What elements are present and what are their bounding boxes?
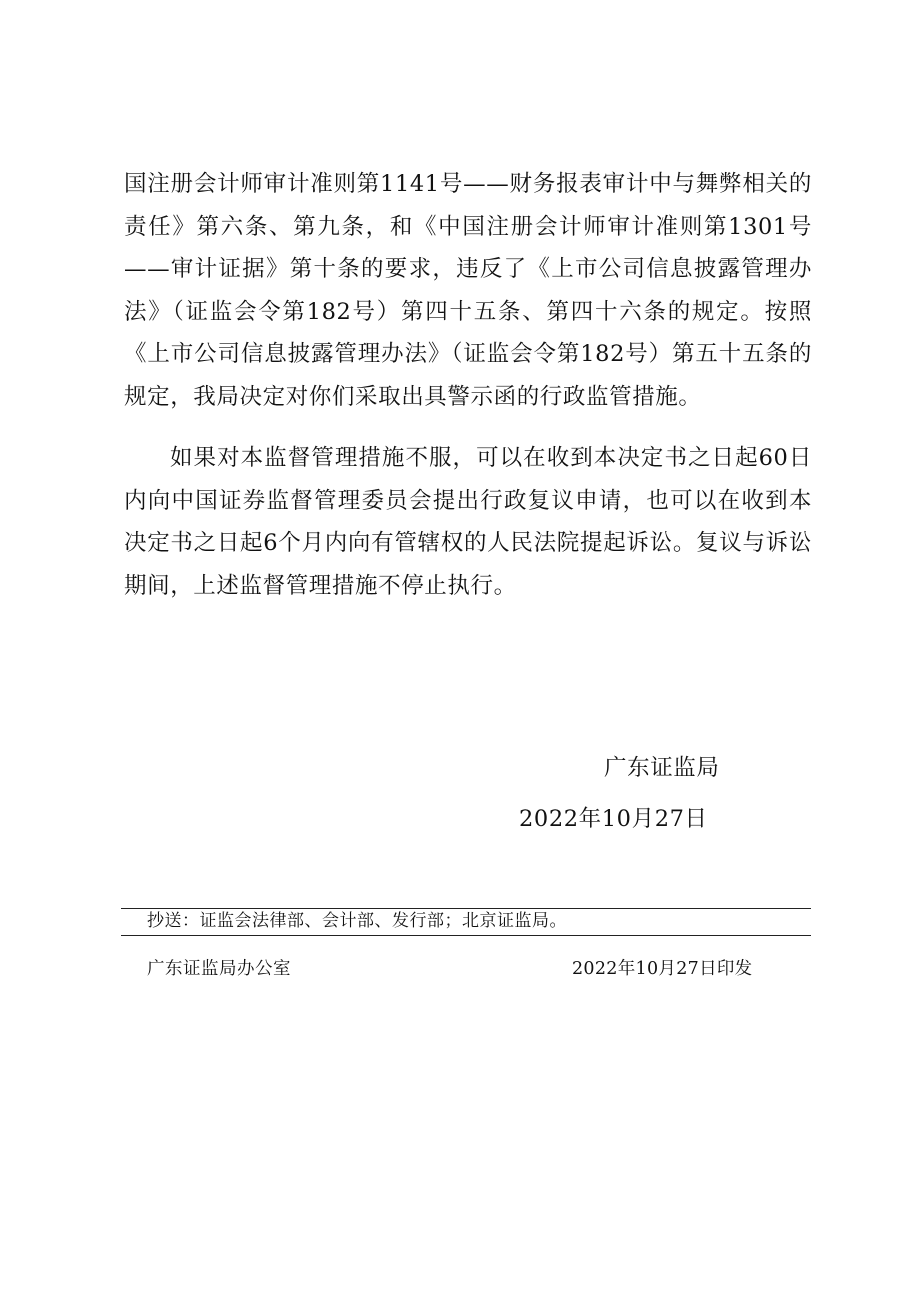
decision-paragraph-continued: 国注册会计师审计准则第1141号——财务报表审计中与舞弊相关的责任》第六条、第九条，和《中国注册会计师审计准则第1301号——审计证据》第十条的要求，违反了《上市公司信息披露管理办法》（证监会令第182号）第四十五条、第四十六条的规定。按照《上市公司信息披露管理办法》（证监会令第182号）第五十五条的规定，我局决定对你们采取出具警示函的行政监管措施。	[124, 171, 812, 410]
signing-date: 2022年10月27日	[519, 806, 708, 832]
divider-bottom	[121, 935, 811, 936]
issuing-office: 广东证监局办公室	[147, 959, 291, 979]
appeal-rights-paragraph: 如果对本监督管理措施不服，可以在收到本决定书之日起60日内向中国证券监督管理委员会提出行政复议申请，也可以在收到本决定书之日起6个月内向有管辖权的人民法院提起诉讼。复议与诉讼期间，上述监督管理措施不停止执行。	[124, 445, 812, 599]
print-date: 2022年10月27日印发	[572, 959, 753, 979]
cc-distribution-line: 抄送：证监会法律部、会计部、发行部；北京证监局。	[147, 911, 567, 931]
signing-organization: 广东证监局	[604, 755, 720, 781]
